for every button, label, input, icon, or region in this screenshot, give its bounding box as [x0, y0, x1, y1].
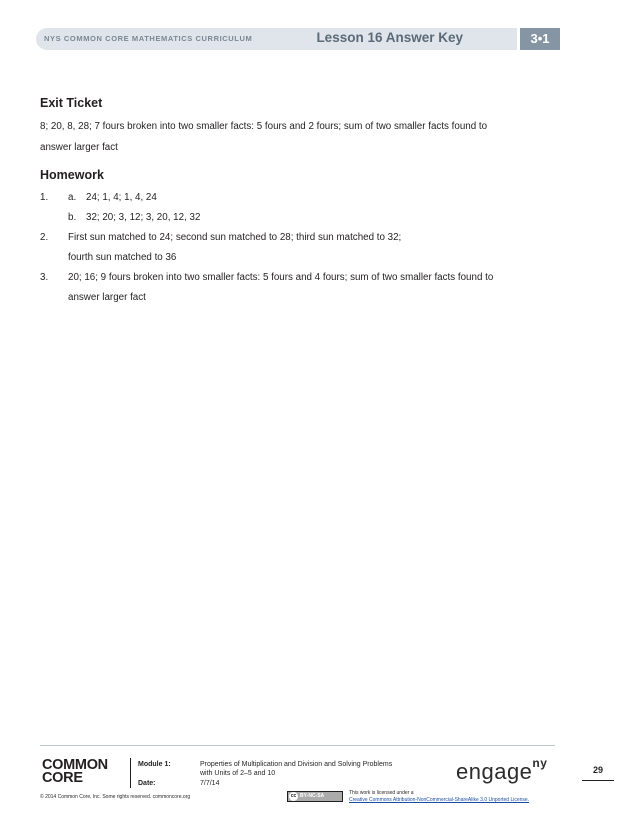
- page-number-underline: [582, 780, 614, 781]
- license-text: This work is licensed under a: [349, 790, 414, 796]
- item-line-2: fourth sun matched to 36: [68, 252, 177, 263]
- logo-line-2: CORE: [42, 770, 83, 786]
- page-number: 29: [592, 765, 603, 775]
- curriculum-title: NYS COMMON CORE MATHEMATICS CURRICULUM: [44, 34, 253, 43]
- homework-item-3: [40, 268, 580, 308]
- sub-letter: b.: [68, 212, 77, 223]
- homework-title: Homework: [40, 168, 104, 182]
- item-number: 1.: [40, 192, 49, 203]
- exit-ticket-line-1: 8; 20, 8, 28; 7 fours broken into two smaller facts: 5 fours and 2 fours; sum of two smaller facts found to: [40, 121, 488, 132]
- engage-text: engage: [456, 759, 533, 784]
- item-number: 3.: [40, 272, 49, 283]
- item-line-1: 20; 16; 9 fours broken into two smaller facts: 5 fours and 4 fours; sum of two smaller facts found to: [68, 272, 494, 283]
- cc-license-badge[interactable]: [287, 791, 343, 802]
- common-core-logo: [42, 759, 122, 785]
- homework-item-1a: [68, 188, 580, 208]
- footer-separator: [130, 758, 131, 788]
- module-value-2: with Units of 2–5 and 10: [200, 770, 276, 777]
- page-content: [40, 96, 580, 308]
- item-line-2: answer larger fact: [68, 292, 146, 303]
- sub-letter: a.: [68, 192, 77, 203]
- license-badge-text: BY-NC-SA: [300, 793, 325, 799]
- logo-line-1: COMMON: [42, 757, 108, 773]
- engageny-logo: [456, 755, 548, 785]
- date-value: 7/7/14: [200, 780, 220, 787]
- creative-commons-icon: cc: [290, 793, 297, 799]
- page-header: [36, 28, 560, 50]
- homework-item-1: [40, 188, 580, 228]
- engage-sup: ny: [532, 755, 548, 770]
- grade-badge: 3•1: [520, 28, 560, 50]
- license-link[interactable]: Creative Commons Attribution-NonCommercial-ShareAlike 3.0 Unported License.: [349, 797, 530, 803]
- header-bar: [36, 28, 517, 50]
- homework-item-2: [40, 228, 580, 268]
- sub-text: 32; 20; 3, 12; 3, 20, 12, 32: [86, 212, 201, 223]
- copyright-text: © 2014 Common Core, Inc. Some rights reserved. commoncore.org: [40, 794, 191, 800]
- date-label: Date:: [138, 780, 156, 787]
- item-number: 2.: [40, 232, 49, 243]
- exit-ticket-title: Exit Ticket: [40, 96, 103, 110]
- footer-divider: [40, 745, 555, 746]
- lesson-title: Lesson 16 Answer Key: [316, 30, 463, 45]
- module-value-1: Properties of Multiplication and Division and Solving Problems: [200, 761, 393, 768]
- item-line-1: First sun matched to 24; second sun matched to 28; third sun matched to 32;: [68, 232, 402, 243]
- homework-item-1b: [68, 208, 580, 228]
- module-label: Module 1:: [138, 761, 171, 768]
- sub-text: 24; 1, 4; 1, 4, 24: [86, 192, 157, 203]
- exit-ticket-line-2: answer larger fact: [40, 142, 118, 153]
